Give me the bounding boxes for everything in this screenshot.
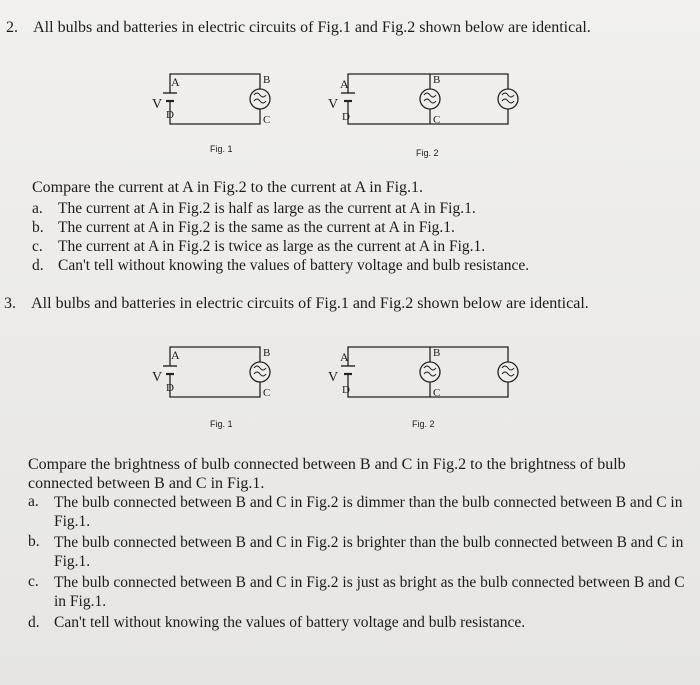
q2-number: 2. bbox=[6, 19, 18, 36]
label-b: B bbox=[263, 74, 271, 86]
option-letter: b. bbox=[32, 219, 44, 236]
label-d: D bbox=[342, 111, 350, 123]
fig1-caption: Fig. 1 bbox=[210, 144, 233, 154]
q2-option-d bbox=[32, 257, 529, 275]
q3-option-a bbox=[28, 493, 688, 531]
label-d: D bbox=[166, 109, 174, 121]
option-text: The current at A in Fig.2 is half as large as the current at A in Fig.1. bbox=[58, 200, 476, 217]
q2-statement bbox=[6, 19, 591, 37]
label-a: A bbox=[171, 75, 180, 89]
label-c: C bbox=[433, 114, 441, 126]
label-v: V bbox=[152, 370, 163, 385]
q3-fig2-circuit bbox=[318, 337, 538, 437]
bulb-icon bbox=[498, 362, 518, 382]
bulb-icon bbox=[420, 362, 440, 382]
label-b: B bbox=[433, 74, 441, 86]
label-c: C bbox=[263, 114, 271, 126]
label-v: V bbox=[328, 370, 339, 385]
q2-option-c bbox=[32, 238, 485, 256]
q3-statement bbox=[4, 295, 589, 313]
label-b: B bbox=[433, 347, 441, 359]
label-d: D bbox=[342, 384, 350, 396]
option-letter: c. bbox=[28, 573, 39, 590]
label-a: A bbox=[171, 348, 180, 362]
label-d: D bbox=[166, 382, 174, 394]
label-a: A bbox=[340, 77, 349, 91]
option-text: Can't tell without knowing the values of battery voltage and bulb resistance. bbox=[54, 614, 526, 631]
bulb-icon bbox=[250, 89, 270, 109]
q2-option-b bbox=[32, 219, 455, 237]
fig1-caption: Fig. 1 bbox=[210, 419, 233, 429]
bulb-icon bbox=[498, 89, 518, 109]
bulb-icon bbox=[250, 362, 270, 382]
label-c: C bbox=[263, 387, 271, 399]
q3-prompt: Compare the brightness of bulb connected between B and C in Fig.2 to the brightness of bulb connected between B and C in Fig.1. bbox=[28, 456, 626, 492]
q2-fig1-circuit bbox=[140, 64, 290, 164]
label-v: V bbox=[328, 97, 339, 112]
option-letter: b. bbox=[28, 533, 40, 550]
q3-number: 3. bbox=[4, 295, 16, 312]
option-letter: a. bbox=[32, 200, 43, 217]
q3-option-b bbox=[28, 533, 688, 571]
q3-option-d bbox=[28, 614, 525, 632]
option-letter: d. bbox=[32, 257, 44, 274]
label-v: V bbox=[152, 97, 163, 112]
option-text: The current at A in Fig.2 is the same as the current at A in Fig.1. bbox=[58, 219, 455, 236]
option-letter: c. bbox=[32, 238, 43, 255]
option-letter: d. bbox=[28, 614, 40, 631]
q2-option-a bbox=[32, 200, 476, 218]
q3-option-c bbox=[28, 573, 692, 611]
option-text: The bulb connected between B and C in Fig.2 is dimmer than the bulb connected between B and C in Fig.1. bbox=[54, 494, 683, 530]
bulb-icon bbox=[420, 89, 440, 109]
label-c: C bbox=[433, 387, 441, 399]
label-b: B bbox=[263, 347, 271, 359]
fig2-caption: Fig. 2 bbox=[416, 148, 439, 158]
q2-fig2-circuit bbox=[318, 64, 538, 164]
q2-prompt: Compare the current at A in Fig.2 to the current at A in Fig.1. bbox=[32, 179, 424, 196]
q3-statement-text: All bulbs and batteries in electric circuits of Fig.1 and Fig.2 shown below are identical. bbox=[31, 295, 589, 312]
q2-statement-text: All bulbs and batteries in electric circuits of Fig.1 and Fig.2 shown below are identical. bbox=[33, 19, 591, 36]
option-text: The bulb connected between B and C in Fig.2 is brighter than the bulb connected between B and C in Fig.1. bbox=[54, 534, 684, 570]
fig2-caption: Fig. 2 bbox=[412, 419, 435, 429]
option-text: Can't tell without knowing the values of battery voltage and bulb resistance. bbox=[58, 257, 530, 274]
option-text: The current at A in Fig.2 is twice as large as the current at A in Fig.1. bbox=[58, 238, 486, 255]
label-a: A bbox=[340, 350, 349, 364]
option-text: The bulb connected between B and C in Fig.2 is just as bright as the bulb connected between B and C in Fig.1. bbox=[54, 574, 685, 610]
option-letter: a. bbox=[28, 493, 39, 510]
q3-fig1-circuit bbox=[140, 337, 290, 437]
